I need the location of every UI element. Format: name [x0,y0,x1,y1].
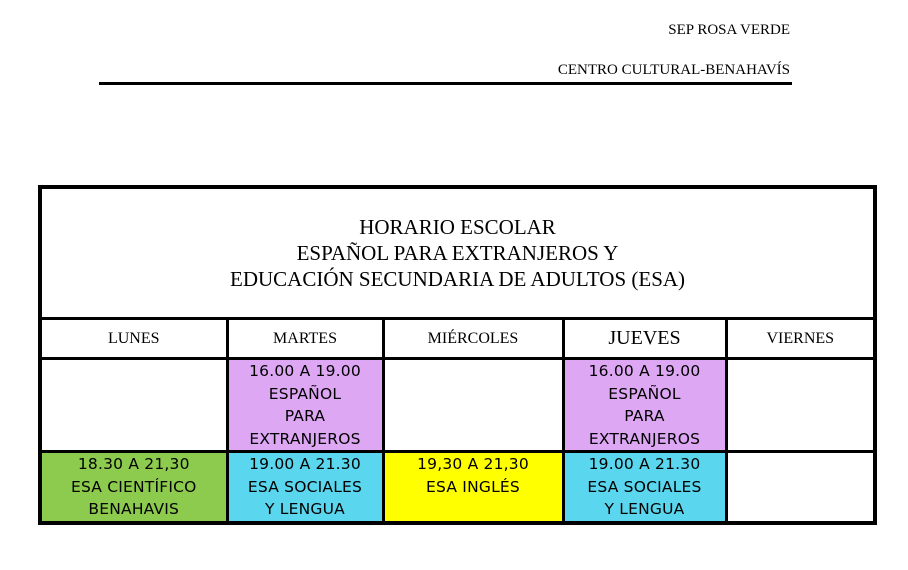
slot-text-line: 19,30 A 21,30 [417,455,529,473]
slot-martes-evening [227,452,383,523]
schedule-title [40,187,875,319]
slot-text-line: 16.00 A 19.00 [588,362,701,380]
slot-text-line: 19.00 A 21.30 [249,455,361,473]
slot-text-line: 18.30 A 21,30 [77,455,190,473]
day-header-jueves: JUEVES [563,319,726,359]
slot-text-line: Y LENGUA [265,500,345,518]
slot-viernes-evening [726,452,875,523]
slot-jueves-afternoon [563,359,726,452]
slot-text-line: ESPAÑOL [608,384,681,403]
slot-text-line: ESPAÑOL [268,384,342,403]
title-line-1: HORARIO ESCOLAR [359,215,556,239]
slot-lunes-afternoon [40,359,227,452]
slot-text-line: EXTRANJEROS [249,429,361,448]
schedule-row-evening [40,452,875,523]
title-line-3: EDUCACIÓN SECUNDARIA DE ADULTOS (ESA) [230,267,686,291]
schedule-table [38,185,877,525]
slot-text-line: PARA [284,407,326,425]
slot-text-line: BENAHAVIS [88,500,180,518]
slot-miercoles-evening [383,452,563,523]
slot-text-line: PARA [624,407,665,425]
header-institution: SEP ROSA VERDE [668,22,790,38]
day-header-viernes: VIERNES [726,319,875,359]
slot-jueves-evening [563,452,726,523]
slot-text-line: ESA CIENTÍFICO [70,477,197,496]
schedule-row-afternoon [40,359,875,452]
slot-text-line: Y LENGUA [604,500,685,518]
slot-miercoles-afternoon [383,359,563,452]
slot-text-line: ESA SOCIALES [587,477,702,496]
slot-text-line: ESA SOCIALES [247,477,363,496]
slot-text-line: ESA INGLÉS [426,477,520,496]
slot-text-line: EXTRANJEROS [588,429,701,448]
day-header-martes: MARTES [227,319,383,359]
header-divider [99,82,792,85]
slot-text-line: 19.00 A 21.30 [588,455,701,473]
slot-text-line: 16.00 A 19.00 [249,362,361,380]
slot-lunes-evening [40,452,227,523]
slot-martes-afternoon [227,359,383,452]
slot-viernes-afternoon [726,359,875,452]
day-header-lunes: LUNES [40,319,227,359]
header-center: CENTRO CULTURAL-BENAHAVÍS [557,62,790,78]
title-line-2: ESPAÑOL PARA EXTRANJEROS Y [296,241,619,265]
day-header-miercoles: MIÉRCOLES [383,319,563,359]
